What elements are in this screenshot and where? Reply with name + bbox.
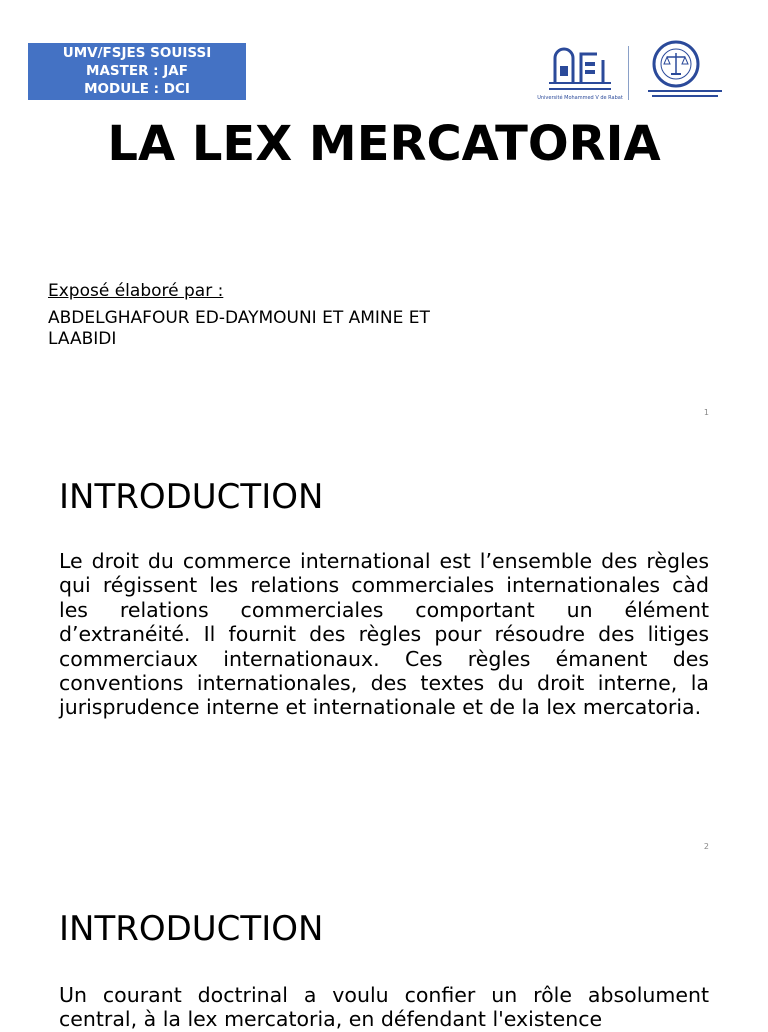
presentation-title: LA LEX MERCATORIA [107, 116, 661, 172]
slide-2 [0, 433, 768, 866]
institution-header-box [28, 43, 246, 100]
header-line-master: MASTER : JAF [86, 63, 188, 79]
slide-1 [0, 0, 768, 432]
introduction-paragraph: Le droit du commerce international est l’ensemble des règles qui régissent les relations commerciales internationales càd les relations commerciales comportant un élément d’extranéité. Il fournit des règles pour résoudre des litiges commerciaux internationaux. Ces règles émanent des conventions internationales, des textes du droit interne, la jurisprudence interne et internationale et de la lex mercatoria. [59, 549, 709, 720]
slide-number: 1 [703, 408, 709, 417]
slide-3 [0, 867, 768, 1032]
introduction-paragraph: Un courant doctrinal a voulu confier un rôle absolument central, à la lex mercatoria, en défendant l'existence [59, 983, 709, 1032]
logo-divider [628, 46, 629, 100]
header-line-module: MODULE : DCI [84, 81, 190, 97]
section-title-introduction: INTRODUCTION [59, 477, 324, 517]
faculty-seal-logo [648, 38, 722, 102]
logo-caption: Université Mohammed V de Rabat [537, 95, 623, 101]
presented-by-label: Exposé élaboré par : [48, 281, 224, 301]
university-logo [537, 42, 623, 102]
header-line-institution: UMV/FSJES SOUISSI [62, 45, 212, 61]
authors-names: ABDELGHAFOUR ED-DAYMOUNI ET AMINE ET LAABIDI [48, 308, 430, 349]
slide-number: 2 [703, 842, 709, 851]
section-title-introduction: INTRODUCTION [59, 909, 324, 949]
